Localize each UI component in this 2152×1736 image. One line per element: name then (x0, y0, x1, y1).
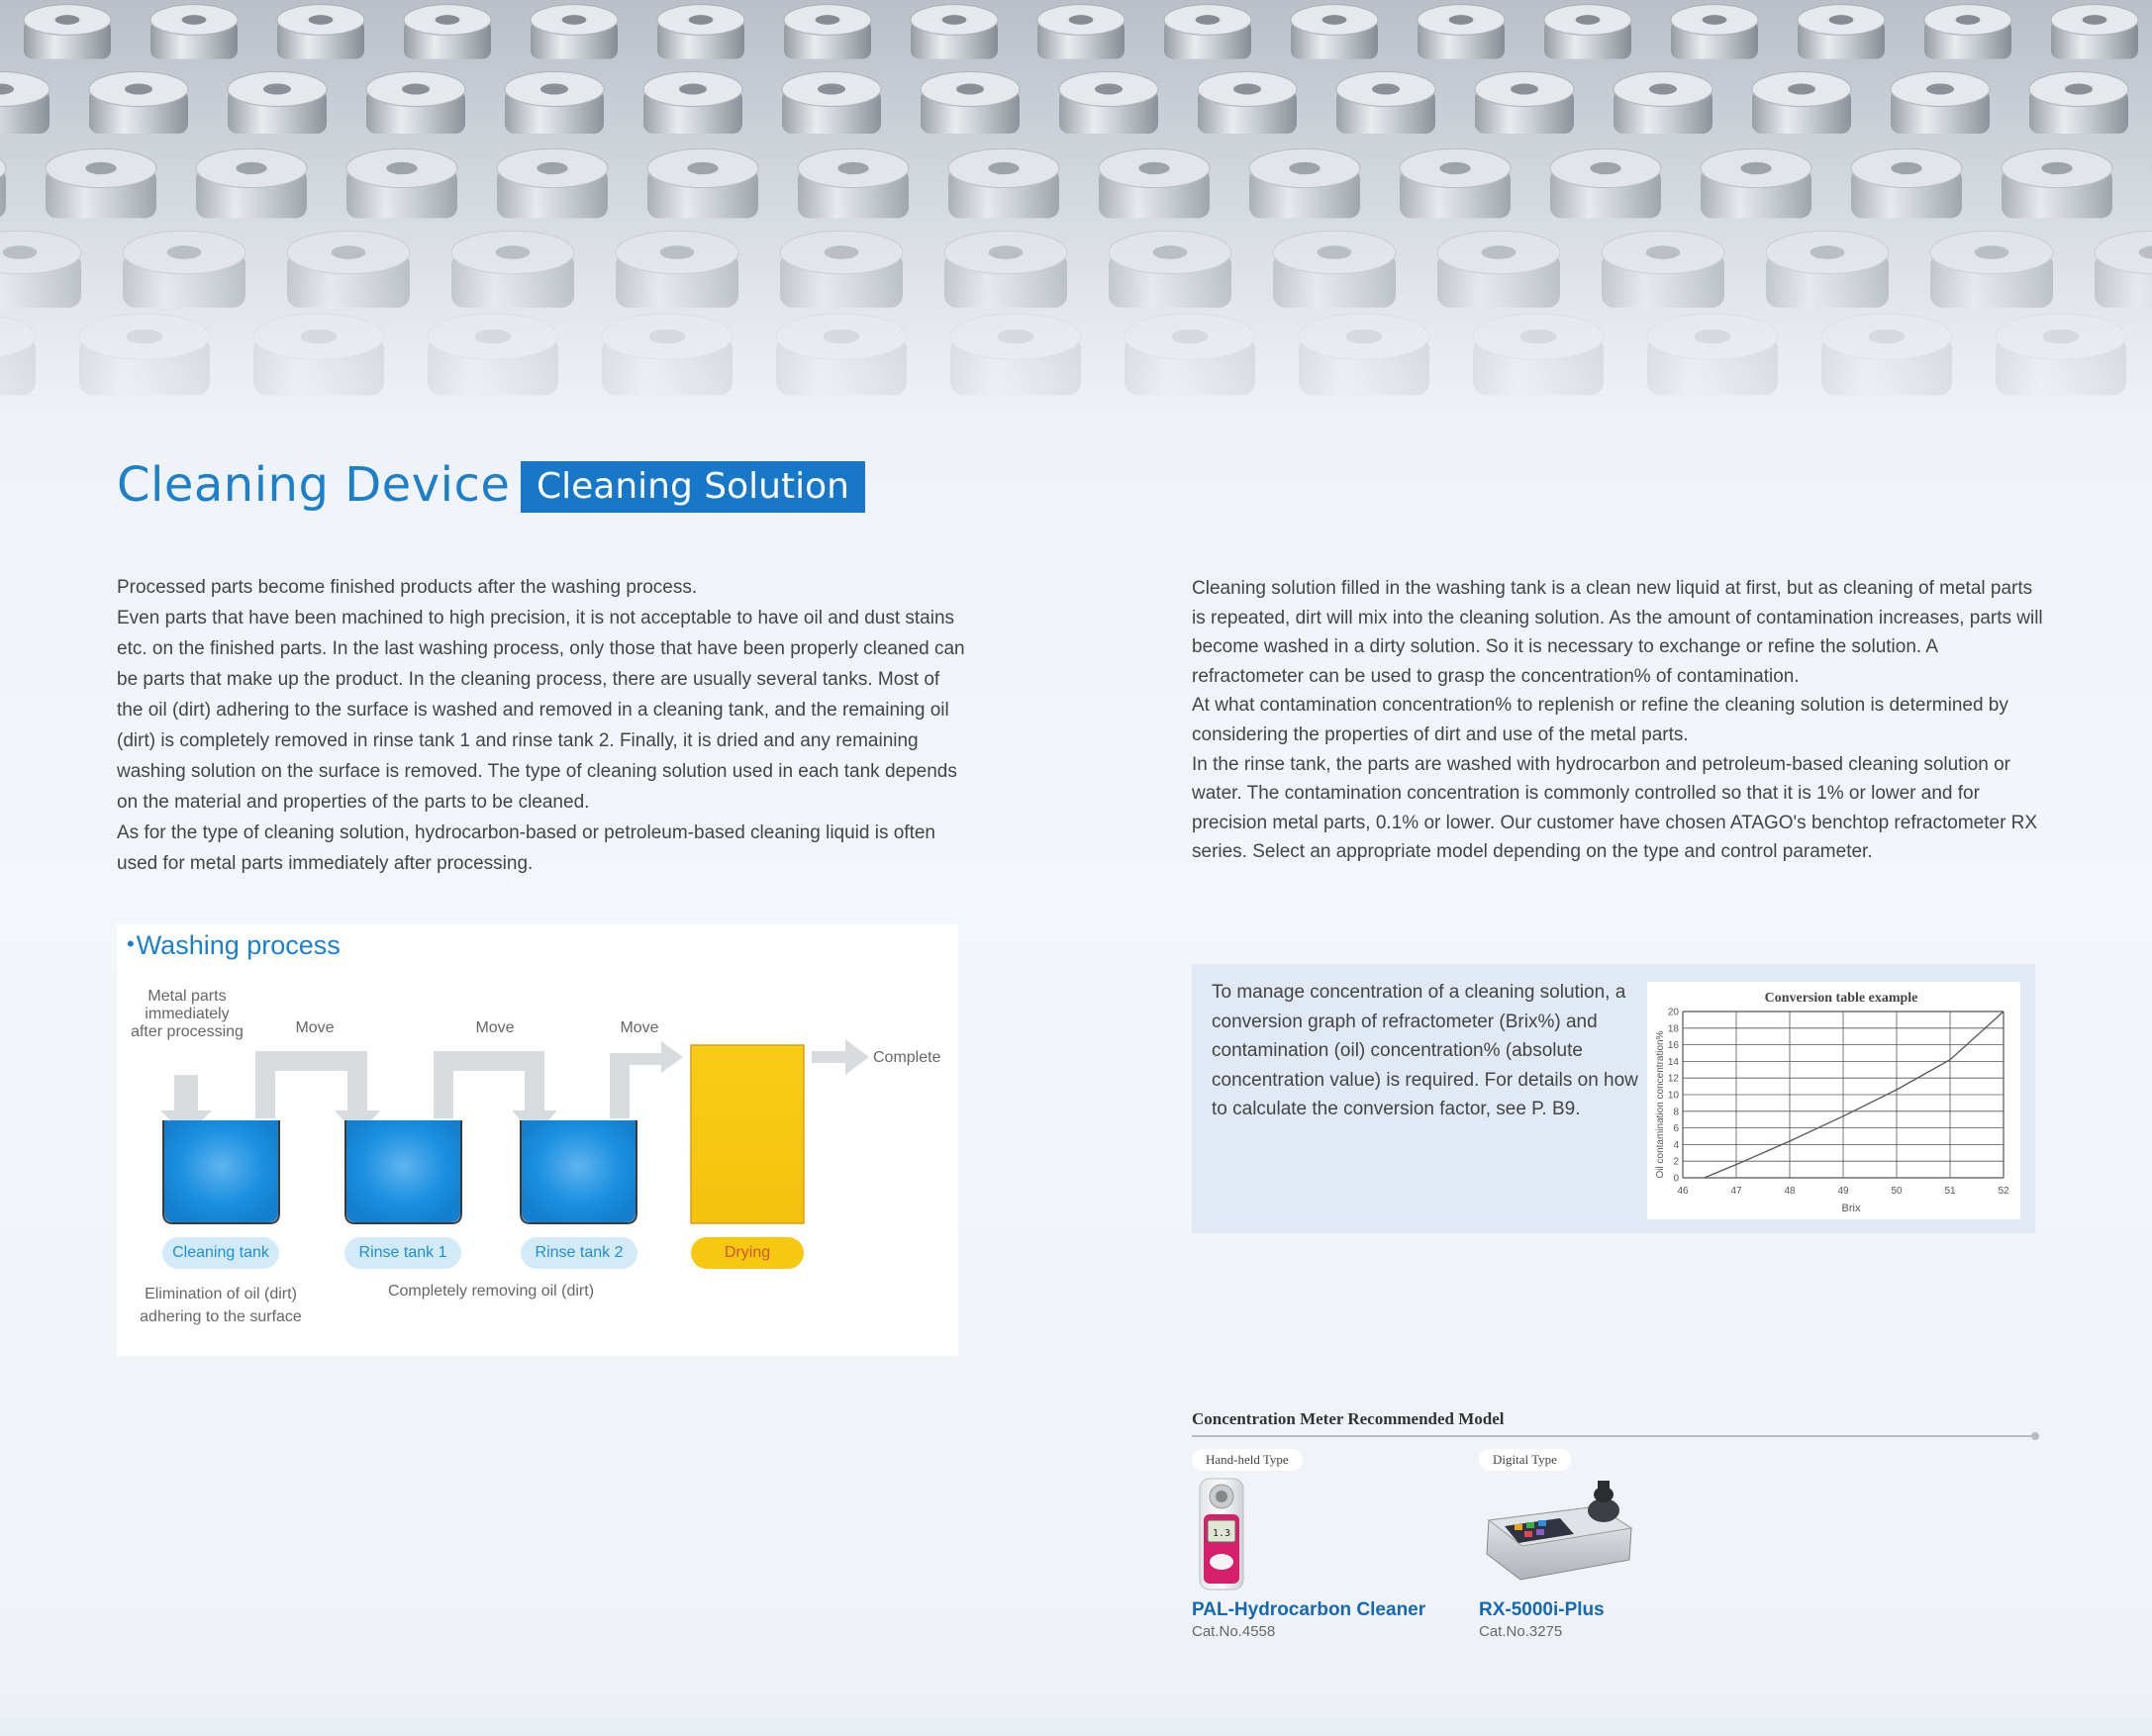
chart-ytick-label: 6 (1673, 1123, 1679, 1135)
metal-part-icon (782, 72, 881, 135)
metal-part-icon (1647, 314, 1778, 396)
metal-part-icon (0, 72, 49, 135)
metal-part-icon (1924, 5, 2011, 59)
metal-part-icon (921, 72, 1020, 135)
pal-hydrocarbon-cleaner-cat: Cat.No.4558 (1192, 1623, 1276, 1640)
metal-part-icon (616, 231, 738, 307)
recommended-title: Concentration Meter Recommended Model (1192, 1409, 1505, 1428)
drying-label: Drying (691, 1237, 804, 1269)
metal-part-icon (1851, 148, 1962, 218)
bullet-icon: • (127, 931, 135, 956)
note-elimination-line2: adhering to the surface (140, 1308, 302, 1325)
metal-part-icon (89, 72, 188, 135)
metal-part-icon (1602, 231, 1724, 307)
metal-part-icon (776, 314, 907, 396)
metal-part-icon (1473, 314, 1604, 396)
chart-ytick-label: 18 (1667, 1023, 1679, 1035)
note-completely-removing: Completely removing oil (dirt) (387, 1283, 595, 1300)
conversion-chart (1647, 982, 2020, 1219)
metal-part-icon (1798, 5, 1885, 59)
conversion-text: To manage concentration of a cleaning solution, a conversion graph of refractometer (Brix%) and contamination (oil) concentration% (absolute concentration value) is required. For details on how to calculate the conversion factor, see P. B9. (1212, 982, 1638, 1119)
metal-parts-photo (0, 0, 2152, 426)
metal-part-icon (798, 148, 909, 218)
metal-part-icon (2051, 5, 2138, 59)
metal-part-icon (1164, 5, 1251, 59)
chart-xtick-label: 47 (1730, 1186, 1742, 1197)
intro-right-p1: Cleaning solution filled in the washing tank is a clean new liquid at first, but as cleaning of metal parts is repeated, dirt will mix into the cleaning solution. As the amount of contamination increases, parts will become washed in a dirty solution. So it is necessary to exchange or refine the solution. A refractometer can be used to grasp the concentration% of contamination. (1192, 578, 2043, 687)
intro-left-p2: Even parts that have been machined to high precision, it is not acceptable to have oil and dust stains etc. on the finished parts. In the last washing process, only those that have been properly cleaned can be parts that make up the product. In the cleaning process, there are usually several tanks. Most of the oil (dirt) adhering to the surface is washed and removed in a cleaning tank, and the remaining oil (dirt) is completely removed in rinse tank 1 and rinse tank 2. Finally, it is dried and any remaining washing solution on the surface is removed. The type of cleaning solution used in each tank depends on the material and properties of the parts to be cleaned. (117, 608, 965, 813)
metal-part-icon (657, 5, 744, 59)
section-badge: Cleaning Solution (521, 461, 865, 513)
chart-ytick-label: 12 (1667, 1073, 1679, 1085)
metal-part-icon (451, 231, 574, 307)
metal-part-icon (366, 72, 465, 135)
metal-part-icon (0, 231, 81, 307)
start-label-line1: Metal parts (147, 988, 227, 1005)
metal-part-icon (780, 231, 903, 307)
metal-part-icon (1299, 314, 1429, 396)
move-label-2: Move (475, 1019, 515, 1036)
rinse-tank-1-icon (345, 1120, 461, 1223)
metal-part-icon (1059, 72, 1158, 135)
intro-left (117, 572, 968, 879)
metal-part-icon (1336, 72, 1435, 135)
rx-5000i-plus-image[interactable] (1481, 1477, 1637, 1590)
rinse-tank-1-label: Rinse tank 1 (344, 1237, 461, 1269)
metal-part-icon (1273, 231, 1396, 307)
metal-part-icon (79, 314, 210, 396)
hero-image (0, 0, 2152, 426)
chart-ylabel: Oil contamination concentration% (1655, 1030, 1666, 1179)
chart-ytick-label: 14 (1667, 1056, 1679, 1068)
intro-left-p3: As for the type of cleaning solution, hydrocarbon-based or petroleum-based cleaning liquid is often used for metal parts immediately after processing. (117, 822, 936, 874)
cleaning-tank-icon (163, 1120, 279, 1223)
metal-part-icon (24, 5, 111, 59)
move-arrow-3-icon (610, 1041, 683, 1118)
metal-part-icon (196, 148, 307, 218)
intro-right-p3: In the rinse tank, the parts are washed with hydrocarbon and petroleum-based cleaning solution or water. The contamination concentration is commonly controlled so that it is 1% or lower and for precision metal parts, 0.1% or lower. Our customer have chosen ATAGO's benchtop refractometer RX series. Select an appropriate model depending on the type and control parameter. (1192, 753, 2038, 863)
metal-part-icon (1550, 148, 1661, 218)
move-label-3: Move (620, 1019, 659, 1036)
metal-part-icon (1930, 231, 2053, 307)
recommended-divider (1192, 1435, 2037, 1437)
metal-part-icon (1249, 148, 1360, 218)
pal-hydrocarbon-cleaner-image[interactable] (1194, 1475, 1249, 1595)
start-label-line2: immediately (145, 1006, 230, 1022)
start-label (117, 988, 257, 1041)
chart-title: Conversion table example (1764, 991, 1918, 1006)
metal-part-icon (911, 5, 998, 59)
metal-part-icon (1198, 72, 1297, 135)
metal-part-icon (2029, 72, 2128, 135)
washing-process-panel (117, 924, 958, 1356)
washing-process-title (127, 930, 341, 961)
chart-ytick-label: 20 (1667, 1007, 1679, 1018)
metal-part-icon (1766, 231, 1889, 307)
metal-part-icon (2002, 148, 2112, 218)
metal-part-icon (1752, 72, 1851, 135)
metal-part-icon (1109, 231, 1231, 307)
metal-part-icon (1891, 72, 1990, 135)
metal-part-icon (1614, 72, 1712, 135)
metal-part-icon (784, 5, 871, 59)
page-title: Cleaning Device (117, 457, 511, 513)
metal-part-icon (404, 5, 491, 59)
metal-part-icon (505, 72, 604, 135)
metal-part-icon (1821, 314, 1952, 396)
chart-ytick-label: 2 (1673, 1156, 1679, 1168)
metal-part-icon (150, 5, 238, 59)
intro-right-p2: At what contamination concentration% to replenish or refine the cleaning solution is determined by considering the properties of dirt and use of the metal parts. (1192, 695, 2008, 745)
pal-hydrocarbon-cleaner-name[interactable]: PAL-Hydrocarbon Cleaner (1192, 1599, 1426, 1620)
metal-part-icon (1701, 148, 1811, 218)
start-label-line3: after processing (131, 1023, 244, 1040)
chart-xtick-label: 46 (1677, 1186, 1689, 1197)
chart-xtick-label: 49 (1837, 1186, 1849, 1197)
chart-xtick-label: 52 (1998, 1186, 2009, 1197)
metal-part-icon (948, 148, 1059, 218)
rinse-tank-2-label: Rinse tank 2 (521, 1237, 637, 1269)
rx-5000i-plus-name[interactable]: RX-5000i-Plus (1479, 1599, 1605, 1620)
handheld-type-badge: Hand-held Type (1192, 1449, 1303, 1471)
metal-part-icon (1437, 231, 1560, 307)
rinse-tank-2-icon (521, 1120, 636, 1223)
metal-part-icon (1671, 5, 1758, 59)
intro-right (1192, 574, 2043, 867)
metal-part-icon (1125, 314, 1255, 396)
metal-part-icon (2095, 231, 2152, 307)
metal-part-icon (602, 314, 733, 396)
metal-part-icon (346, 148, 457, 218)
cleaning-tank-label: Cleaning tank (162, 1237, 279, 1269)
metal-part-icon (647, 148, 758, 218)
washing-process-title-text: Washing process (136, 930, 341, 960)
drying-chamber-icon (691, 1045, 804, 1223)
complete-arrow-icon (812, 1039, 869, 1075)
metal-part-icon (0, 148, 6, 218)
metal-part-icon (643, 72, 742, 135)
metal-part-icon (1418, 5, 1505, 59)
metal-part-icon (228, 72, 327, 135)
metal-part-icon (0, 314, 36, 396)
chart-ytick-label: 4 (1673, 1139, 1679, 1151)
chart-xlabel: Brix (1841, 1203, 1861, 1214)
metal-part-icon (1400, 148, 1511, 218)
move-label-1: Move (295, 1019, 335, 1036)
metal-part-icon (944, 231, 1067, 307)
conversion-chart-svg (1647, 982, 2020, 1219)
metal-part-icon (531, 5, 618, 59)
metal-part-icon (46, 148, 156, 218)
metal-part-icon (428, 314, 558, 396)
metal-part-icon (950, 314, 1081, 396)
metal-part-icon (123, 231, 245, 307)
metal-part-icon (497, 148, 608, 218)
chart-xtick-label: 50 (1891, 1186, 1903, 1197)
chart-ytick-label: 8 (1673, 1107, 1679, 1118)
pal-screen-reading: 1.3 (1212, 1528, 1231, 1539)
metal-part-icon (1099, 148, 1210, 218)
metal-part-icon (1475, 72, 1574, 135)
digital-type-badge: Digital Type (1479, 1449, 1571, 1471)
metal-part-icon (1544, 5, 1631, 59)
metal-part-icon (1291, 5, 1378, 59)
conversion-panel (1192, 964, 2035, 1233)
metal-part-icon (253, 314, 384, 396)
rx-5000i-plus-cat: Cat.No.3275 (1479, 1623, 1563, 1640)
complete-label: Complete (873, 1049, 941, 1066)
note-elimination-line1: Elimination of oil (dirt) (145, 1286, 297, 1302)
metal-part-icon (287, 231, 410, 307)
chart-ytick-label: 16 (1667, 1040, 1679, 1052)
chart-xtick-label: 51 (1944, 1186, 1956, 1197)
metal-part-icon (1996, 314, 2126, 396)
chart-xtick-label: 48 (1784, 1186, 1796, 1197)
chart-ytick-label: 10 (1667, 1090, 1679, 1102)
metal-part-icon (277, 5, 364, 59)
note-elimination (117, 1283, 325, 1328)
metal-part-icon (1037, 5, 1125, 59)
intro-left-p1: Processed parts become finished products after the washing process. (117, 577, 698, 598)
chart-ytick-label: 0 (1673, 1173, 1679, 1185)
